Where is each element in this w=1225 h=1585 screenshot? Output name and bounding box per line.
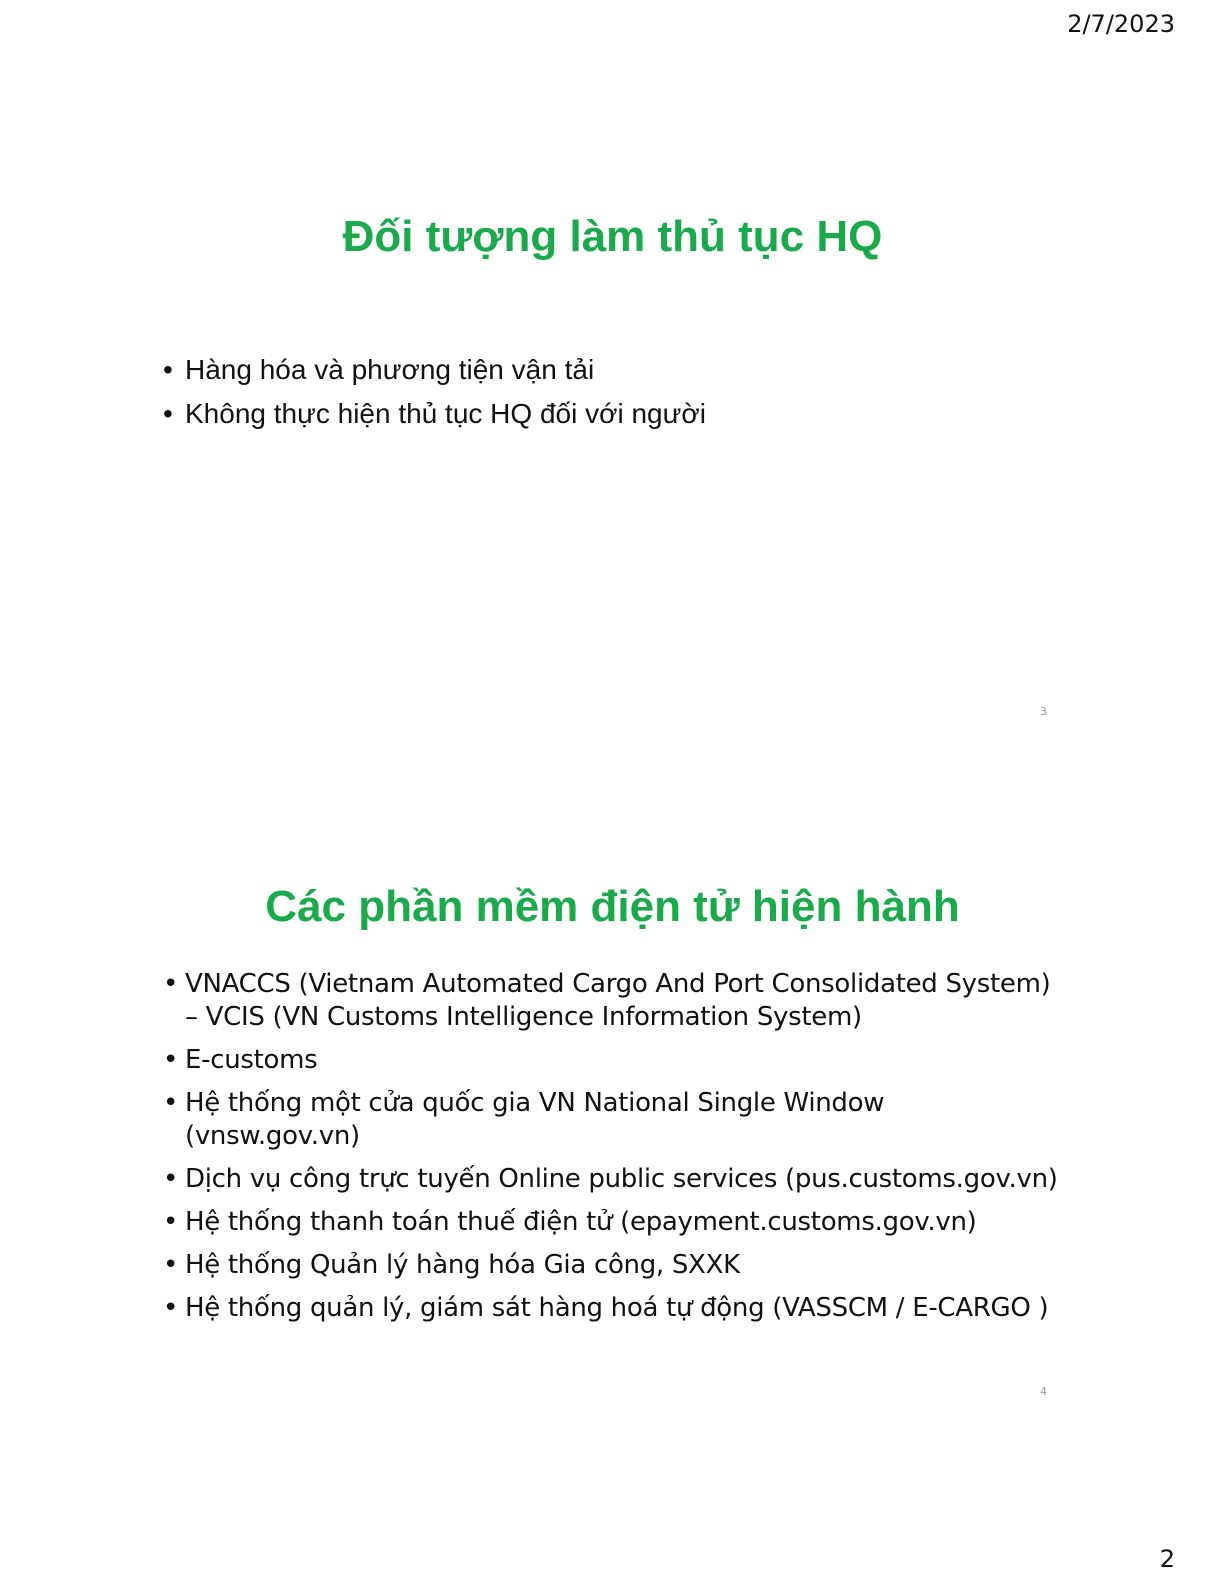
list-item-text: VNACCS (Vietnam Automated Cargo And Port Consolidated System) – VCIS (VN Customs Intelligence Information System) xyxy=(185,969,1051,1032)
list-item xyxy=(163,1087,1063,1153)
page-number: 2 xyxy=(1159,1545,1175,1573)
bullet-icon: • xyxy=(163,1293,179,1323)
slide-3 xyxy=(0,0,1225,730)
bullet-list xyxy=(163,968,1063,1335)
bullet-icon: • xyxy=(163,969,179,999)
list-item-text: Hệ thống Quản lý hàng hóa Gia công, SXXK xyxy=(185,1250,740,1280)
bullet-icon: • xyxy=(163,1045,179,1075)
bullet-icon: • xyxy=(163,1207,179,1237)
list-item-text: Dịch vụ công trực tuyến Online public services (pus.customs.gov.vn) xyxy=(185,1164,1058,1194)
slide-4 xyxy=(0,730,1225,1430)
list-item xyxy=(163,1292,1063,1325)
bullet-icon: • xyxy=(163,1250,179,1280)
bullet-icon: • xyxy=(163,354,173,385)
list-item xyxy=(163,1163,1063,1196)
bullet-list xyxy=(163,352,706,440)
slide-title: Các phần mềm điện tử hiện hành xyxy=(265,882,960,931)
list-item-text: Không thực hiện thủ tục HQ đối với người xyxy=(185,398,706,429)
list-item xyxy=(163,1249,1063,1282)
list-item-text: Hàng hóa và phương tiện vận tải xyxy=(185,354,595,385)
list-item-text: Hệ thống thanh toán thuế điện tử (epayment.customs.gov.vn) xyxy=(185,1207,977,1237)
bullet-icon: • xyxy=(163,1164,179,1194)
list-item xyxy=(163,1206,1063,1239)
slide-number: 4 xyxy=(1040,1385,1047,1398)
list-item xyxy=(163,352,706,396)
slide-number: 3 xyxy=(1040,705,1047,718)
slide-title: Đối tượng làm thủ tục HQ xyxy=(342,212,883,261)
bullet-icon: • xyxy=(163,1088,179,1118)
bullet-icon: • xyxy=(163,398,173,429)
list-item xyxy=(163,1044,1063,1077)
list-item xyxy=(163,396,706,440)
list-item-text: Hệ thống quản lý, giám sát hàng hoá tự động (VASSCM / E-CARGO ) xyxy=(185,1293,1049,1323)
list-item-text: Hệ thống một cửa quốc gia VN National Single Window (vnsw.gov.vn) xyxy=(185,1088,885,1151)
list-item-text: E-customs xyxy=(185,1045,318,1075)
list-item xyxy=(163,968,1063,1034)
page-date: 2/7/2023 xyxy=(1067,10,1175,38)
